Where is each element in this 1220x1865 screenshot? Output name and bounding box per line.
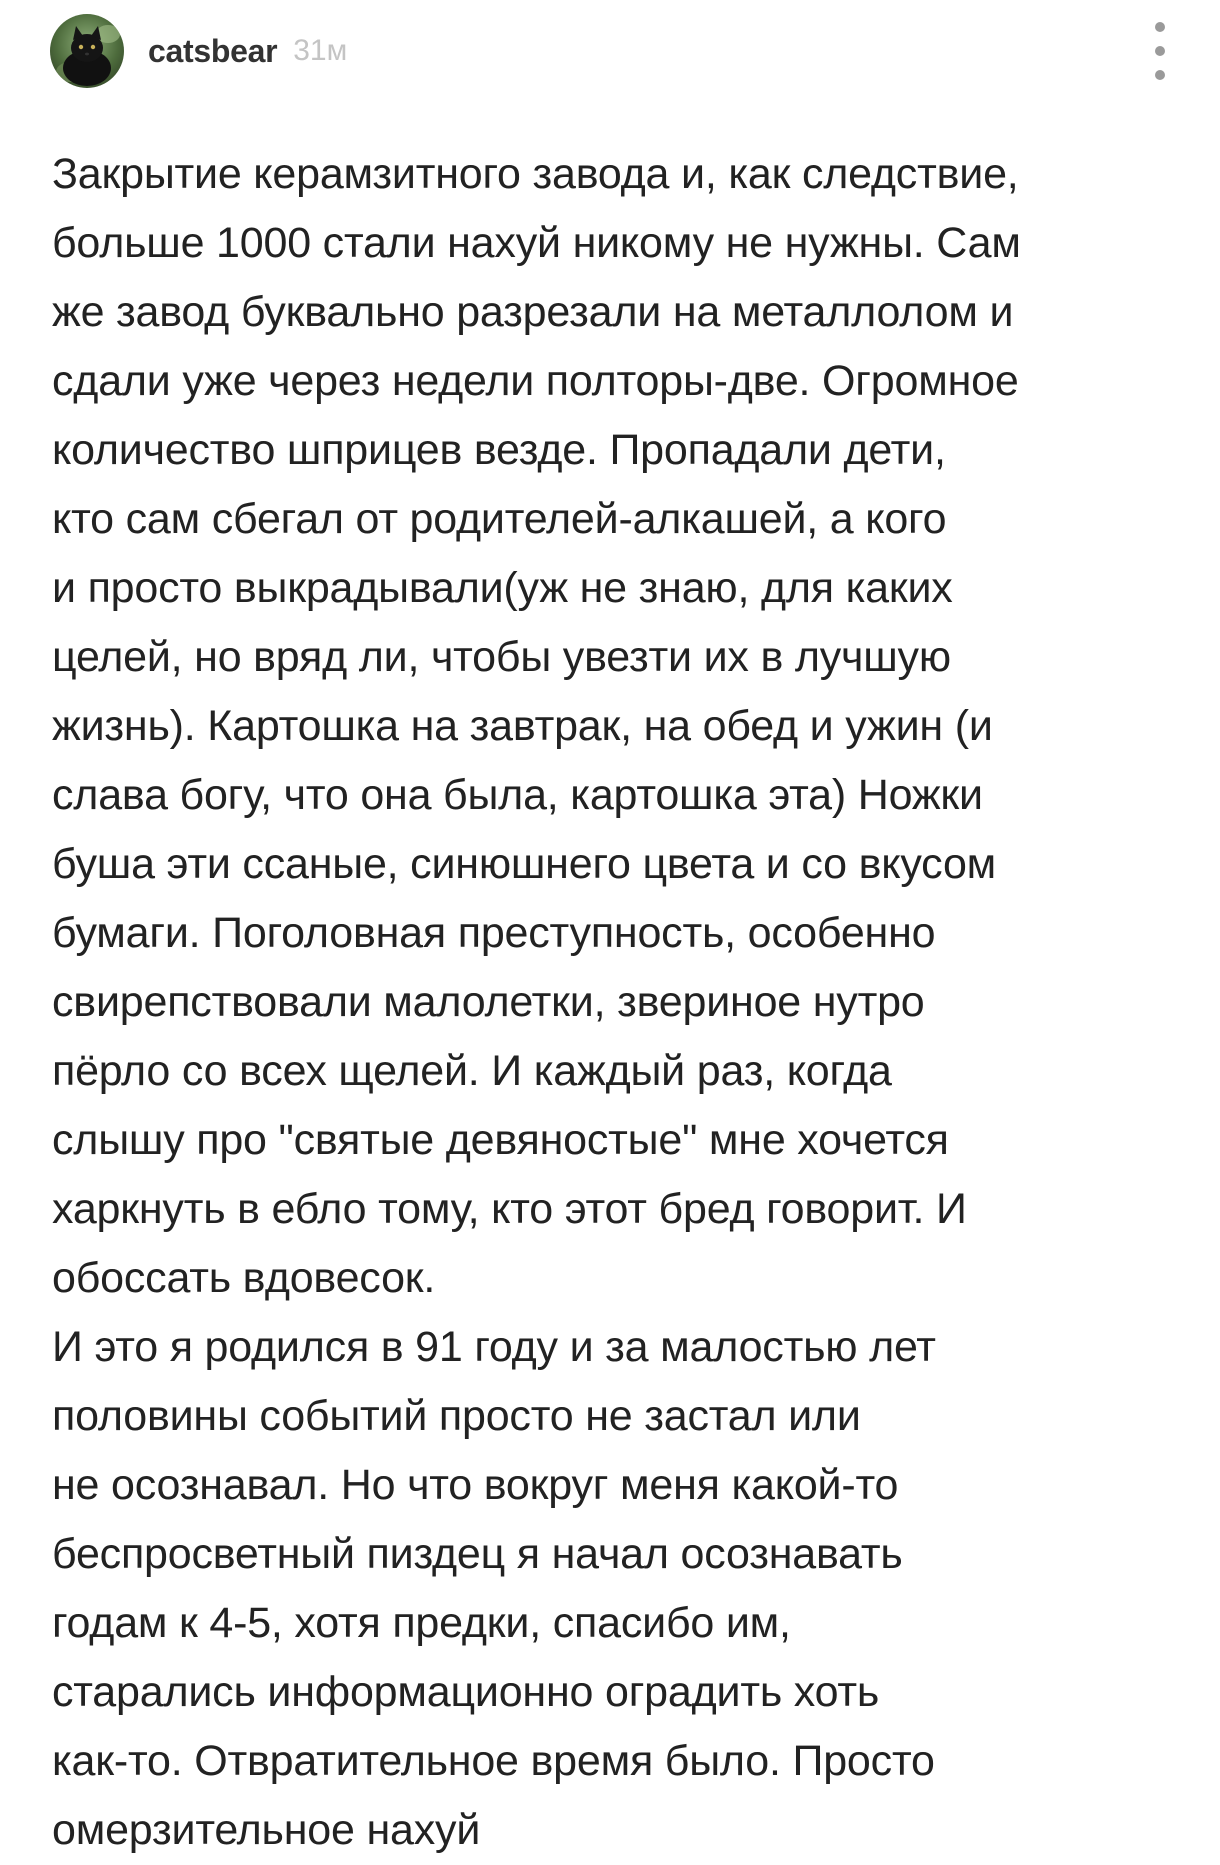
comment-paragraph: Закрытие керамзитного завода и, как следствие, больше 1000 стали нахуй никому не нужны. Сам же завод буквально разрезали на металлолом и сдали уже через недели полторы-две. Огромное количество шприцев везде. Пропадали дети, кто сам сбегал от родителей-алкашей, а кого и просто выкрадывали(уж не знаю, для каких целей, но вряд ли, чтобы увезти их в лучшую жизнь). Картошка на завтрак, на обед и ужин (и слава богу, что она была, картошка эта) Ножки буша эти ссаные, синюшнего цвета и со вкусом бумаги. Поголовная преступность, особенно свирепствовали малолетки, звериное нутро пёрло со всех щелей. И каждый раз, когда слышу про "святые девяностые" мне хочется харкнуть в ебло тому, кто этот бред говорит. И обоссать вдовесок. [52,150,1021,1302]
username[interactable]: catsbear [148,32,278,69]
menu-dot [1155,46,1165,56]
timestamp: 31м [293,34,348,67]
comment-body [52,140,1182,1865]
comment-paragraph: И это я родился в 91 году и за малостью лет половины событий просто не застал или не осознавал. Но что вокруг меня какой-то беспросветный пиздец я начал осознавать годам к 4-5, хотя предки, спасибо им, старались информационно оградить хоть как-то. Отвратительное время было. Просто омерзительное нахуй [52,1323,936,1854]
comment-header [50,14,347,88]
avatar[interactable] [50,14,124,88]
more-vertical-icon[interactable] [1140,22,1180,80]
menu-dot [1155,70,1165,80]
menu-dot [1155,22,1165,32]
black-cat-avatar-icon [50,14,124,88]
